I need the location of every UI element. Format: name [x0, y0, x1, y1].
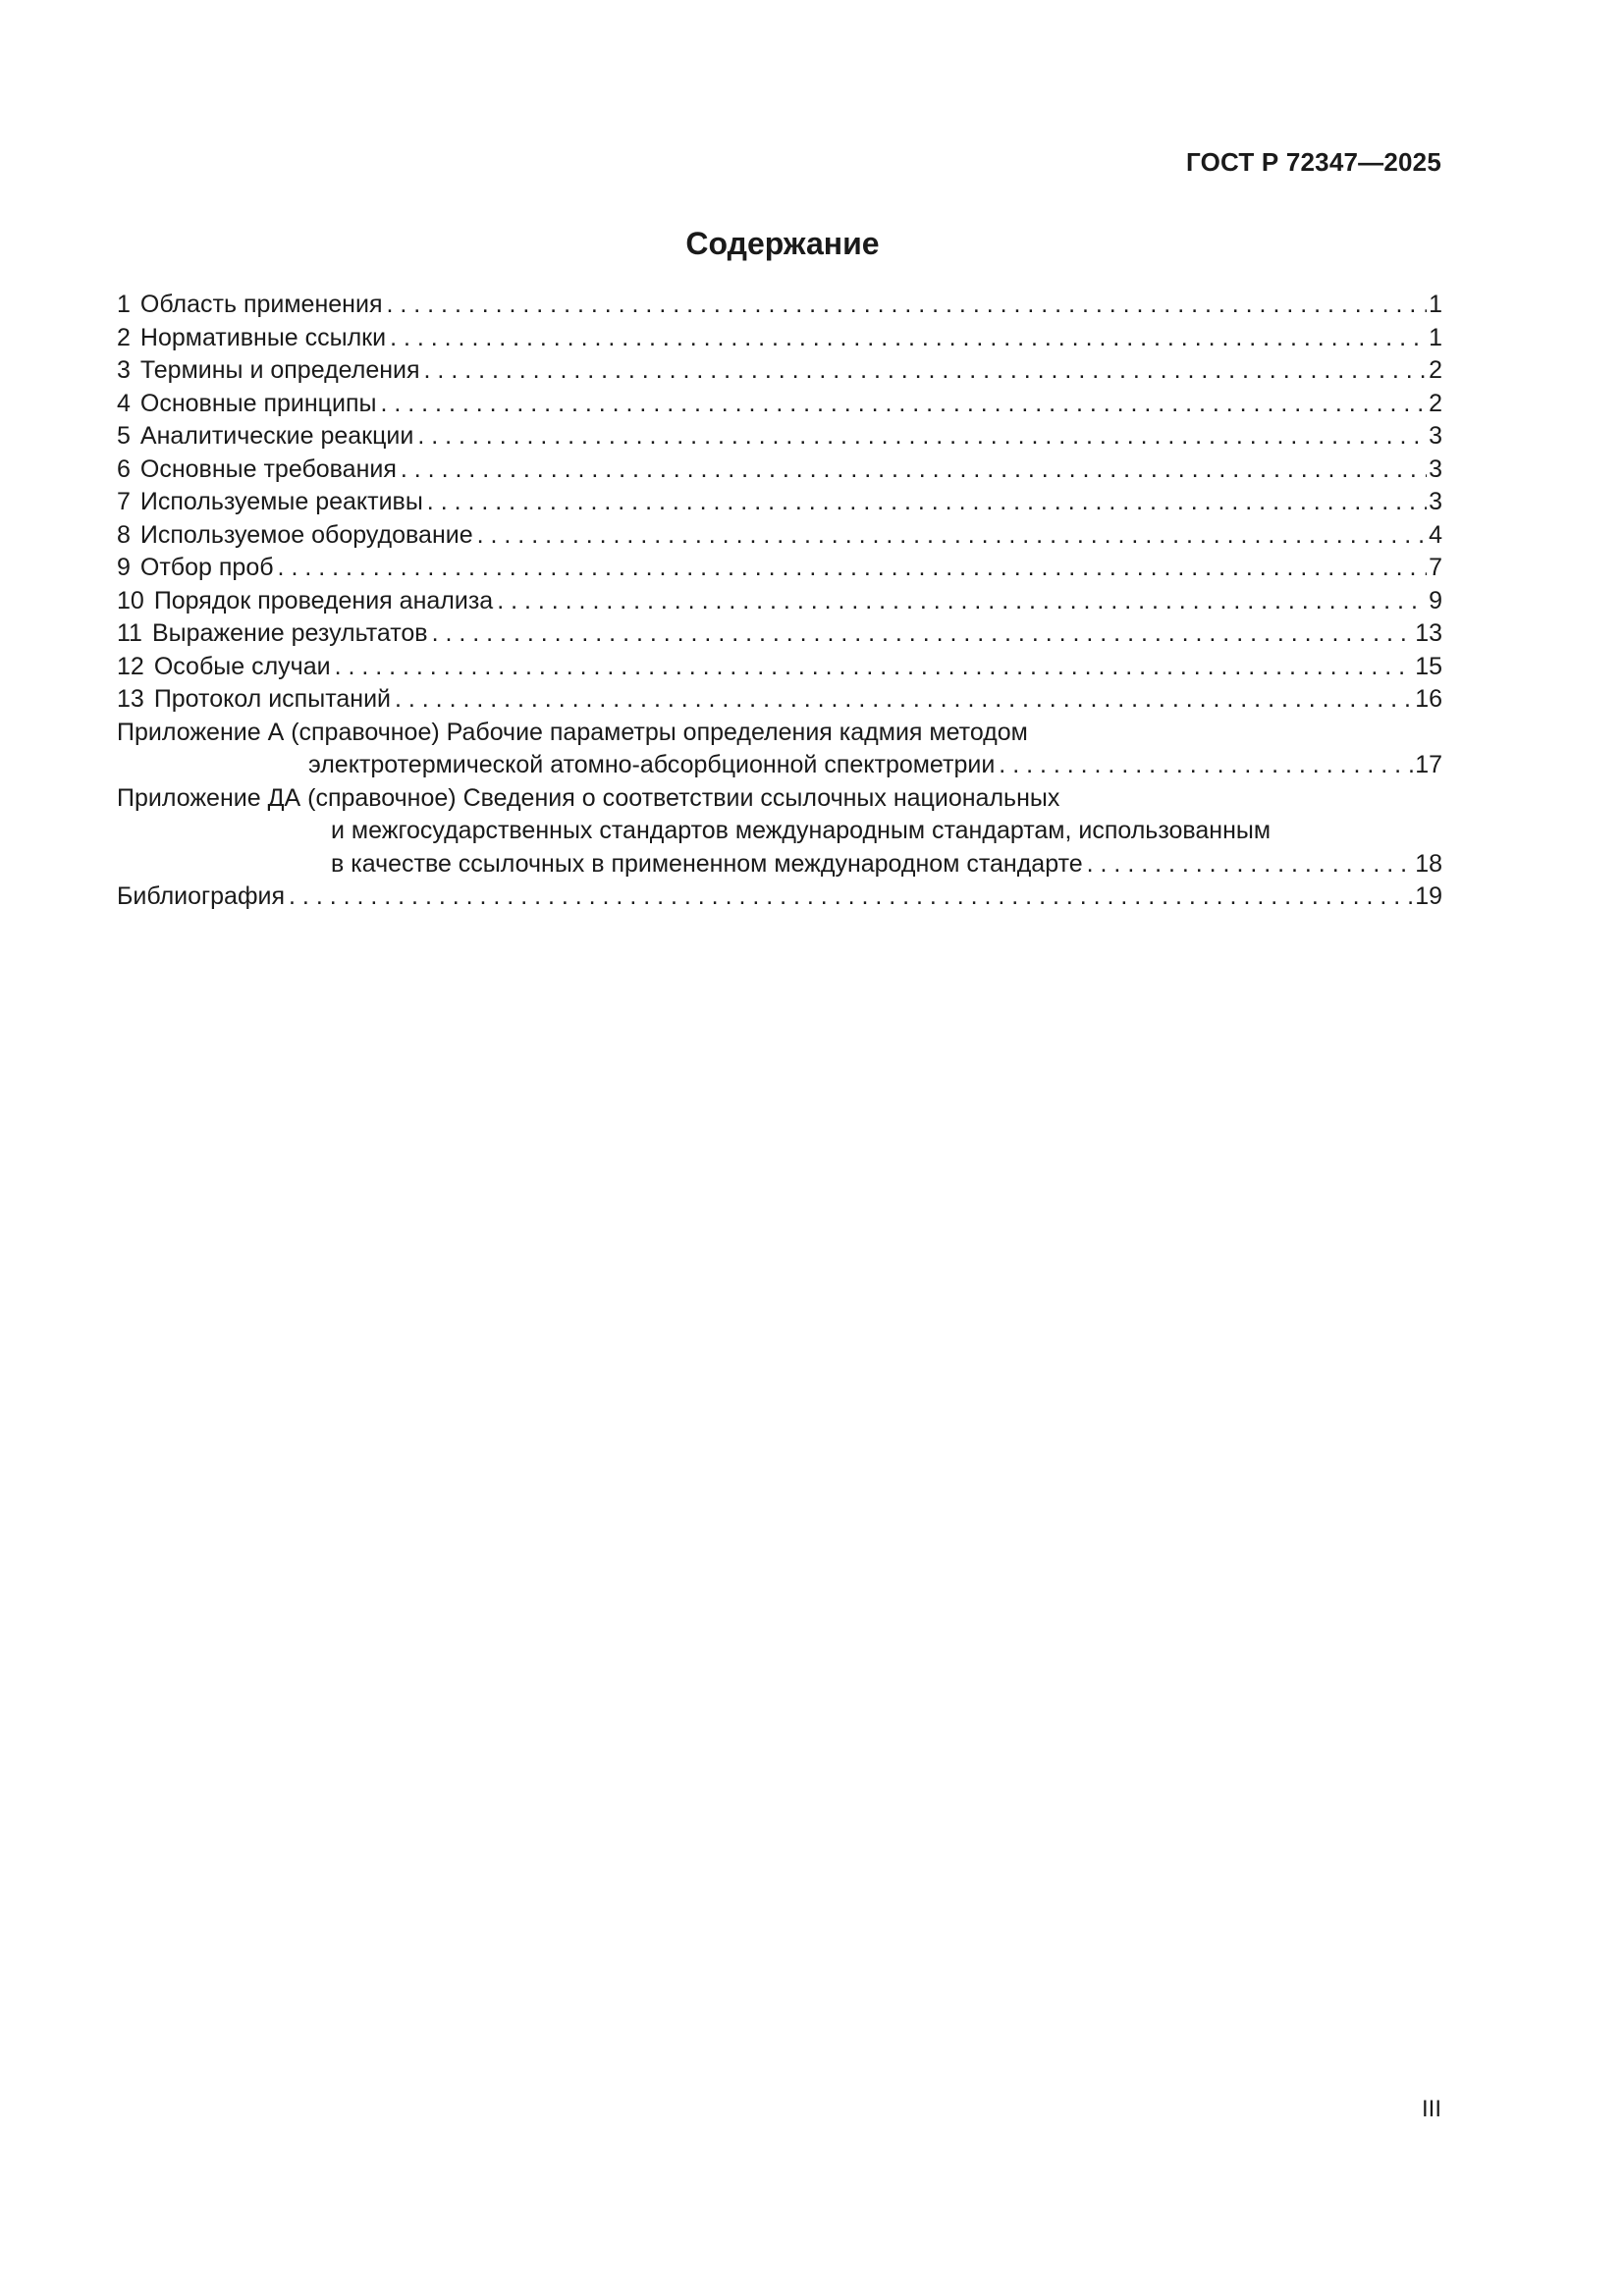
toc-item-label: Выражение результатов	[151, 619, 428, 647]
toc-item-number: 10	[117, 586, 144, 614]
dot-leader	[432, 617, 1414, 651]
dot-leader	[386, 289, 1427, 322]
dot-leader	[427, 486, 1427, 519]
toc-item-page: 4	[1429, 520, 1442, 549]
toc-item-page: 3	[1429, 454, 1442, 483]
toc-item[interactable]	[117, 354, 1442, 388]
table-of-contents	[117, 289, 1442, 914]
toc-item-number: 6	[117, 454, 131, 483]
document-code: ГОСТ Р 72347—2025	[1186, 147, 1441, 177]
toc-item-label: Основные требования	[139, 454, 397, 483]
toc-appendix-line: электротермической атомно-абсорбционной спектрометрии	[308, 751, 996, 778]
toc-appendix-line: в качестве ссылочных в примененном международном стандарте	[331, 849, 1083, 878]
toc-item-number: 13	[117, 685, 144, 713]
toc-item-label: Термины и определения	[139, 356, 420, 384]
toc-item-number: 3	[117, 356, 131, 384]
toc-appendix-line: Приложение ДА (справочное) Сведения о соответствии ссылочных национальных	[117, 783, 1060, 812]
toc-item-page: 2	[1429, 356, 1442, 384]
toc-item-label: Протокол испытаний	[153, 685, 391, 713]
dot-leader	[1087, 848, 1414, 881]
toc-appendix-line: Приложение А (справочное) Рабочие параметры определения кадмия методом	[117, 718, 1028, 746]
dot-leader	[289, 881, 1413, 914]
toc-item-label: Область применения	[139, 291, 383, 318]
toc-item-page: 2	[1429, 389, 1442, 417]
toc-item-label: Нормативные ссылки	[139, 323, 387, 351]
page-number: III	[1421, 2096, 1441, 2122]
toc-item-page: 1	[1429, 323, 1442, 351]
toc-item-number: 7	[117, 488, 131, 515]
toc-item[interactable]	[117, 651, 1442, 684]
toc-item[interactable]	[117, 683, 1442, 717]
toc-item-number: 1	[117, 291, 131, 318]
toc-item[interactable]	[117, 585, 1442, 618]
toc-item-label: Отбор проб	[139, 554, 274, 581]
toc-appendix-a[interactable]	[117, 717, 1442, 782]
toc-item-page: 1	[1429, 291, 1442, 318]
dot-leader	[335, 651, 1414, 684]
toc-item-page: 13	[1415, 619, 1442, 647]
toc-item-label: Используемое оборудование	[139, 520, 473, 549]
toc-item-number: 2	[117, 323, 131, 351]
toc-item-page: 7	[1429, 554, 1442, 581]
toc-item[interactable]	[117, 420, 1442, 454]
dot-leader	[999, 749, 1413, 782]
toc-item-number: 12	[117, 652, 144, 680]
toc-item-number: 4	[117, 389, 131, 417]
toc-item[interactable]	[117, 617, 1442, 651]
dot-leader	[497, 585, 1427, 618]
toc-item-page: 3	[1429, 488, 1442, 515]
toc-item-page: 19	[1415, 882, 1442, 910]
toc-item-number: 8	[117, 520, 131, 549]
toc-item[interactable]	[117, 388, 1442, 421]
toc-item-label: Аналитические реакции	[139, 422, 414, 450]
dot-leader	[380, 388, 1427, 421]
toc-title: Содержание	[685, 226, 880, 261]
toc-item-page: 15	[1415, 652, 1442, 680]
dot-leader	[477, 519, 1427, 553]
toc-item-label: Используемые реактивы	[139, 488, 423, 515]
toc-item-label: Библиография	[117, 882, 286, 910]
toc-item[interactable]	[117, 289, 1442, 322]
toc-item-number: 5	[117, 422, 131, 450]
toc-item-page: 9	[1429, 586, 1442, 614]
dot-leader	[401, 454, 1427, 487]
toc-appendix-line: и межгосударственных стандартов международным стандартам, использованным	[331, 817, 1272, 844]
dot-leader	[278, 552, 1428, 585]
toc-item-label: Основные принципы	[139, 389, 377, 417]
toc-item[interactable]	[117, 454, 1442, 487]
toc-item-page: 16	[1415, 685, 1442, 713]
toc-item-number: 11	[117, 619, 142, 647]
toc-item-number: 9	[117, 554, 131, 581]
toc-item[interactable]	[117, 486, 1442, 519]
toc-item[interactable]	[117, 322, 1442, 355]
dot-leader	[417, 420, 1427, 454]
toc-item-page: 3	[1429, 422, 1442, 450]
dot-leader	[424, 354, 1428, 388]
toc-item-label: Особые случаи	[153, 652, 331, 680]
toc-item[interactable]	[117, 552, 1442, 585]
dot-leader	[395, 683, 1413, 717]
toc-bibliography[interactable]	[117, 881, 1442, 914]
toc-item-page: 17	[1415, 751, 1442, 778]
toc-item-label: Порядок проведения анализа	[153, 586, 494, 614]
toc-appendix-da[interactable]	[117, 782, 1442, 881]
dot-leader	[390, 322, 1427, 355]
toc-item-page: 18	[1415, 849, 1442, 878]
toc-item[interactable]	[117, 519, 1442, 553]
